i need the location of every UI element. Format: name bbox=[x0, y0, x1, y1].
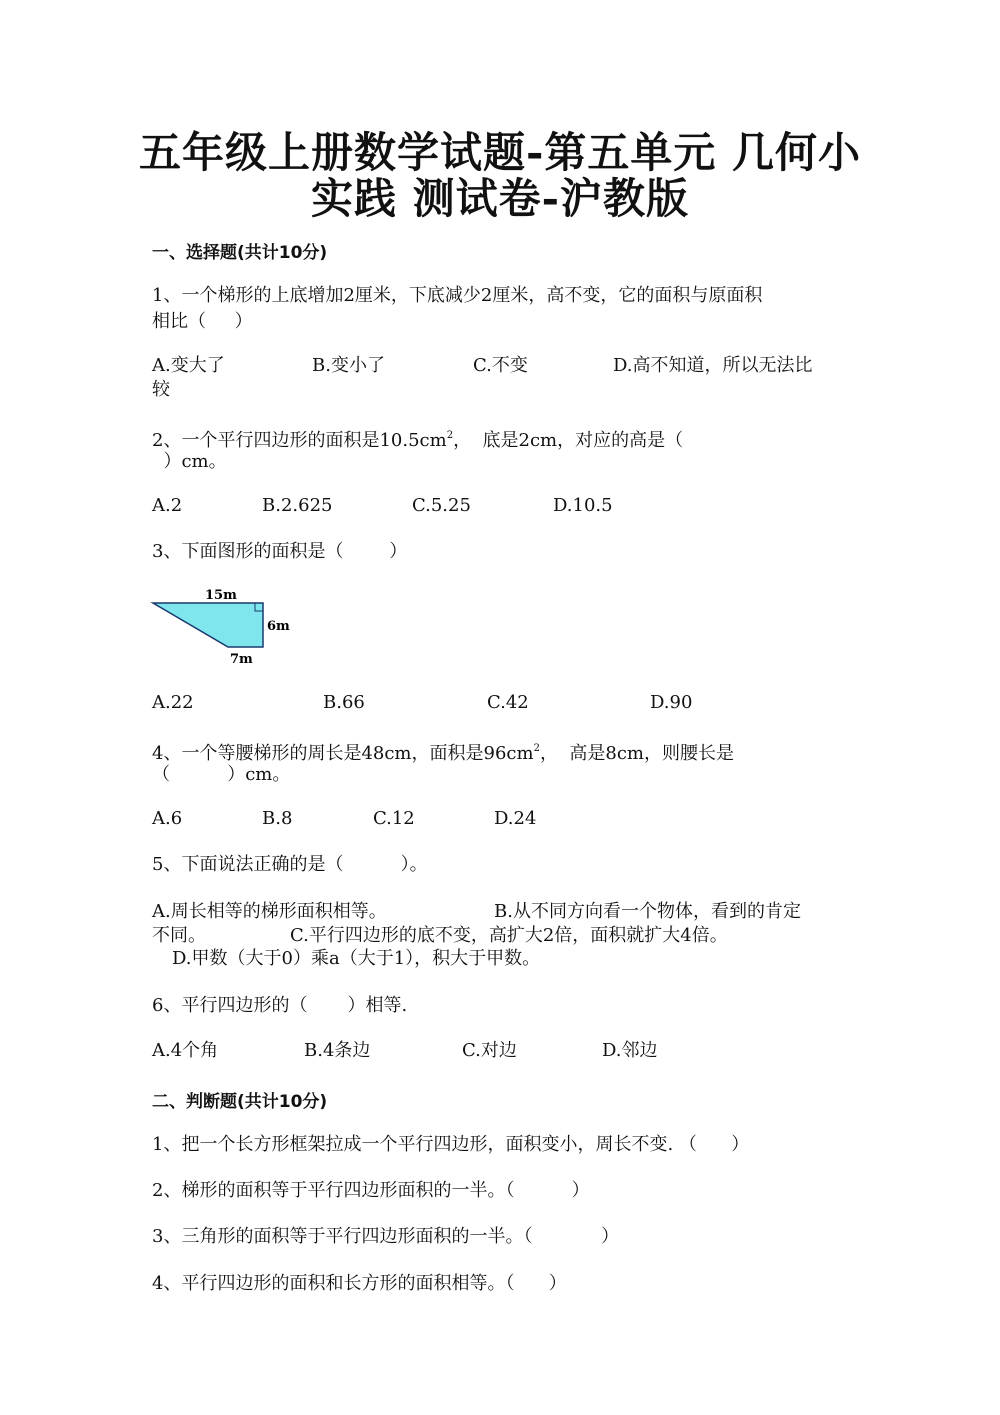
trapezoid-right-label: 6m bbox=[267, 619, 290, 634]
judge-q2: 2、梯形的面积等于平行四边形面积的一半。（ ） bbox=[152, 1180, 590, 1201]
q4-text-line1 bbox=[152, 737, 734, 766]
q6-option-d: D.邻边 bbox=[602, 1040, 658, 1061]
q2-superscript: 2 bbox=[446, 430, 454, 441]
q1-option-c: C.不变 bbox=[473, 355, 528, 376]
section2-heading: 二、判断题(共计10分) bbox=[152, 1092, 328, 1112]
q4-superscript: 2 bbox=[533, 743, 540, 754]
q2-text-line1 bbox=[152, 424, 683, 453]
q6-option-b: B.4条边 bbox=[304, 1040, 371, 1061]
q1-text-line2: 相比（ ） bbox=[152, 311, 253, 332]
trapezoid-shape bbox=[153, 603, 263, 647]
q1-text-line1: 1、一个梯形的上底增加2厘米，下底减少2厘米，高不变，它的面积与原面积 bbox=[152, 285, 763, 306]
q3-option-b: B.66 bbox=[323, 692, 365, 713]
q3-option-d: D.90 bbox=[650, 692, 693, 713]
q5-option-c: C.平行四边形的底不变，高扩大2倍，面积就扩大4倍。 bbox=[290, 925, 728, 946]
q5-text: 5、下面说法正确的是（ ）。 bbox=[152, 854, 428, 875]
q4-text-pre: 4、一个等腰梯形的周长是48cm，面积是96cm bbox=[152, 743, 534, 764]
q4-text-post: ， 高是8cm，则腰长是 bbox=[539, 743, 734, 764]
section1-heading: 一、选择题(共计10分) bbox=[152, 243, 328, 263]
q6-text: 6、平行四边形的（ ）相等. bbox=[152, 995, 408, 1016]
q5-option-b: B.从不同方向看一个物体，看到的肯定 bbox=[494, 901, 801, 922]
q3-option-a: A.22 bbox=[152, 692, 194, 713]
judge-q4: 4、平行四边形的面积和长方形的面积相等。（ ） bbox=[152, 1273, 567, 1294]
q2-option-a: A.2 bbox=[152, 495, 183, 516]
q3-trapezoid-figure bbox=[150, 585, 300, 670]
q2-option-c: C.5.25 bbox=[412, 495, 471, 516]
q2-option-b: B.2.625 bbox=[262, 495, 333, 516]
q6-option-a: A.4个角 bbox=[152, 1040, 219, 1061]
q1-option-d-cont: 较 bbox=[152, 379, 170, 400]
q3-option-c: C.42 bbox=[487, 692, 529, 713]
trapezoid-bottom-label: 7m bbox=[230, 652, 253, 667]
q3-text: 3、下面图形的面积是（ ） bbox=[152, 541, 408, 562]
q1-option-a: A.变大了 bbox=[152, 355, 225, 376]
q1-option-d: D.高不知道，所以无法比 bbox=[613, 355, 813, 376]
q4-option-c: C.12 bbox=[373, 808, 415, 829]
title-line-1: 五年级上册数学试题-第五单元 几何小 bbox=[138, 128, 862, 177]
q2-text-line2: ）cm。 bbox=[152, 451, 227, 472]
q2-text-pre: 2、一个平行四边形的面积是10.5cm bbox=[152, 430, 447, 451]
q4-option-b: B.8 bbox=[262, 808, 293, 829]
q2-option-d: D.10.5 bbox=[553, 495, 613, 516]
q6-option-c: C.对边 bbox=[462, 1040, 517, 1061]
q1-option-b: B.变小了 bbox=[312, 355, 385, 376]
trapezoid-top-label: 15m bbox=[205, 588, 237, 603]
q4-option-d: D.24 bbox=[494, 808, 537, 829]
q4-option-a: A.6 bbox=[152, 808, 183, 829]
q5-option-d: D.甲数（大于0）乘a（大于1），积大于甲数。 bbox=[172, 948, 541, 969]
q4-text-line2: （ ）cm。 bbox=[152, 764, 291, 785]
q2-text-post: ， 底是2cm，对应的高是（ bbox=[453, 430, 684, 451]
judge-q1: 1、把一个长方形框架拉成一个平行四边形，面积变小，周长不变. （ ） bbox=[152, 1134, 750, 1155]
q5-option-b-cont: 不同。 bbox=[152, 925, 206, 946]
q5-option-a: A.周长相等的梯形面积相等。 bbox=[152, 901, 387, 922]
title-line-2: 实践 测试卷-沪教版 bbox=[310, 174, 690, 223]
judge-q3: 3、三角形的面积等于平行四边形面积的一半。（ ） bbox=[152, 1226, 620, 1247]
